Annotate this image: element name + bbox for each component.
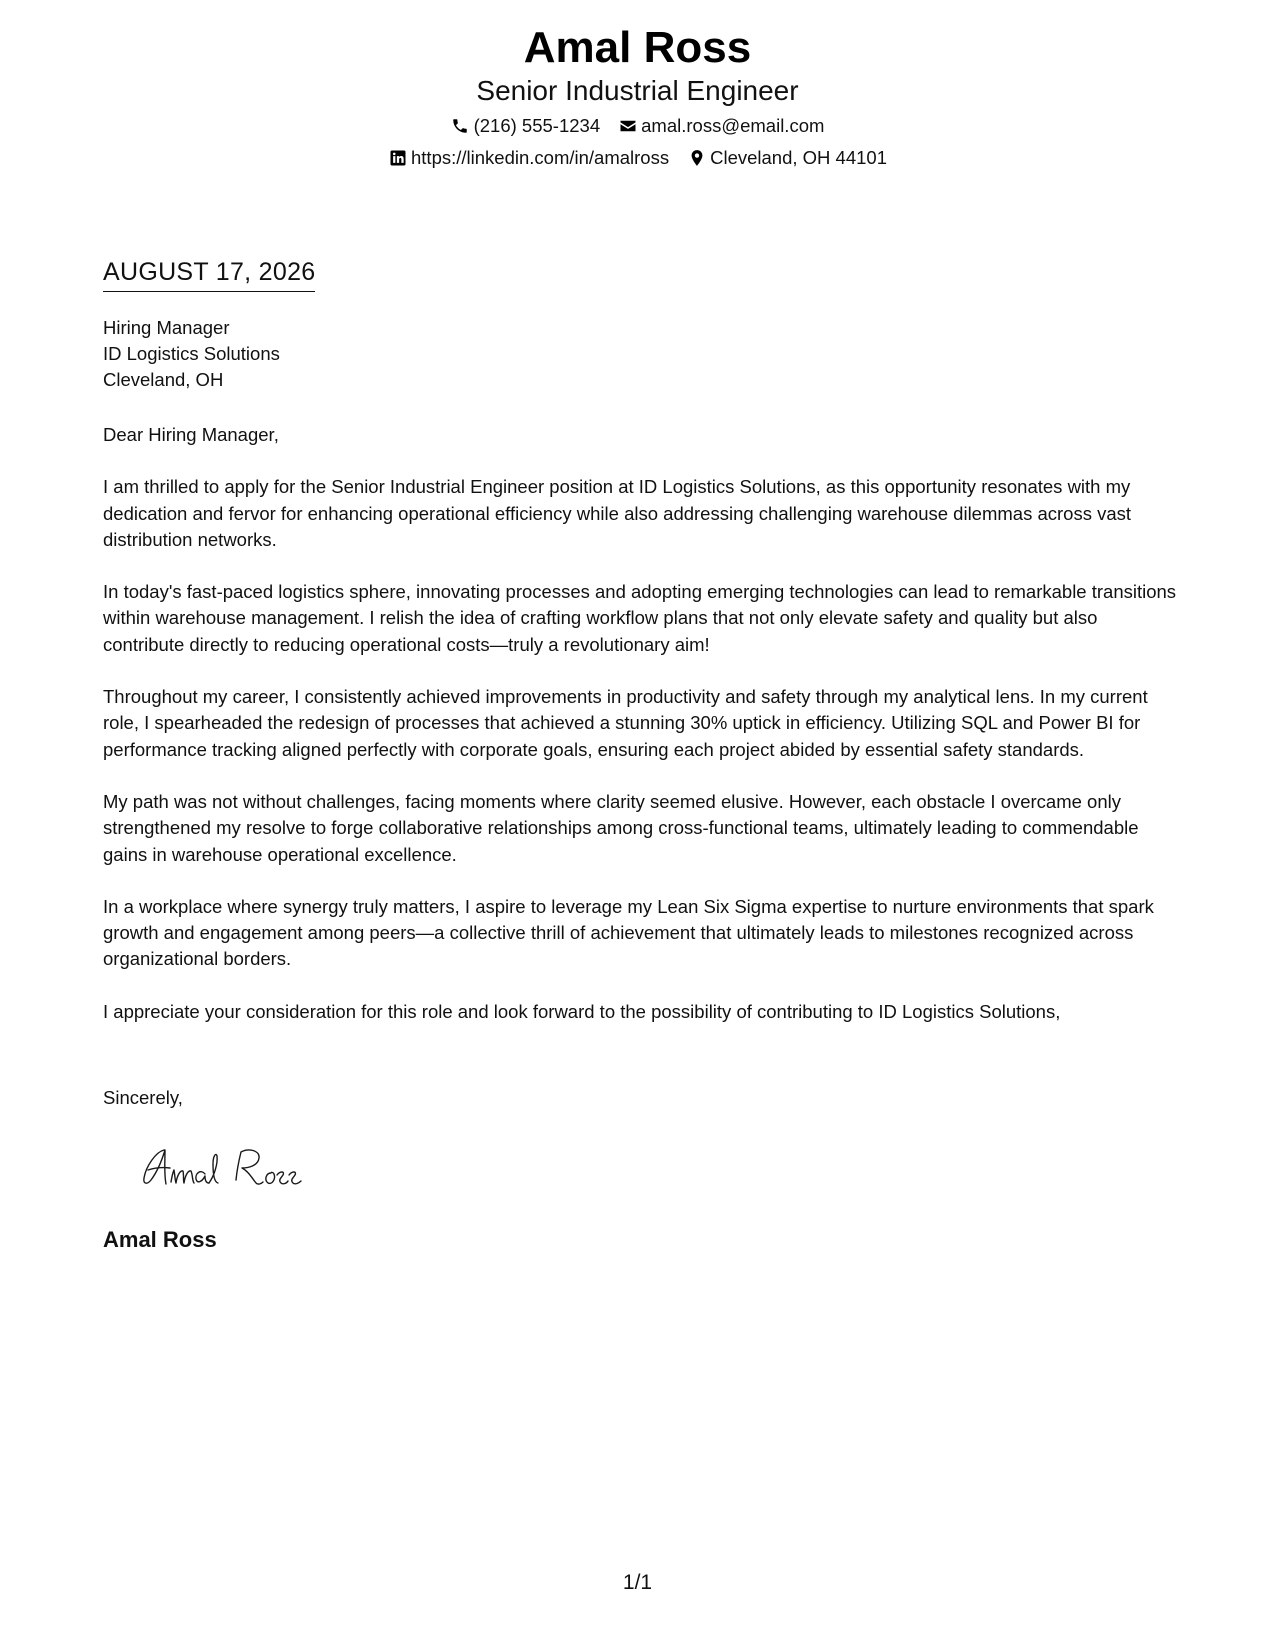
recipient-block — [103, 315, 280, 393]
envelope-icon — [618, 117, 637, 136]
recipient-line: Cleveland, OH — [103, 369, 224, 390]
contact-row-1 — [0, 114, 1275, 138]
body-paragraph: In a workplace where synergy truly matters, I aspire to leverage my Lean Six Sigma expertise to nurture environments that spark growth and engagement among peers—a collective thrill of achievement that ultimately leads to milestones recognized across organizational borders. — [103, 895, 1154, 970]
body-paragraph: In today's fast-paced logistics sphere, innovating processes and adopting emerging technologies can lead to remarkable transitions within warehouse management. I relish the idea of crafting workflow plans that not only elevate safety and quality but also contribute directly to reducing operational costs—truly a revolutionary aim! — [103, 581, 1177, 655]
applicant-name: Amal Ross — [523, 23, 752, 72]
contact-email[interactable] — [618, 114, 824, 138]
page-number: 1/1 — [622, 1571, 653, 1594]
salutation: Dear Hiring Manager, — [103, 424, 279, 445]
phone-text: (216) 555-1234 — [473, 115, 601, 136]
location-text: Cleveland, OH 44101 — [710, 147, 887, 168]
applicant-title: Senior Industrial Engineer — [476, 75, 799, 106]
body-paragraph: My path was not without challenges, facing moments where clarity seemed elusive. However, each obstacle I overcame only strengthened my resolve to forge collaborative relationships among cross-functional teams, ultimately leading to commendable gains in warehouse operational excellence. — [103, 790, 1139, 865]
linkedin-icon — [388, 149, 407, 168]
letter-body — [103, 422, 1178, 1051]
contact-phone — [451, 114, 601, 138]
body-paragraph: Throughout my career, I consistently achieved improvements in productivity and safety through my analytical lens. In my current role, I spearheaded the redesign of processes that achieved a stunning 30% uptick in efficiency. Utilizing SQL and Power BI for performance tracking aligned perfectly with corporate goals, ensuring each project abided by essential safety standards. — [103, 686, 1148, 760]
closing: Sincerely, — [103, 1087, 183, 1108]
signer-name: Amal Ross — [103, 1227, 217, 1252]
letter-header — [0, 22, 1275, 170]
contact-location — [687, 146, 887, 170]
body-paragraph: I appreciate your consideration for this role and look forward to the possibility of contributing to ID Logistics Solutions, — [103, 1000, 1061, 1022]
handwritten-signature — [138, 1138, 338, 1198]
phone-icon — [451, 117, 470, 136]
letter-date: AUGUST 17, 2026 — [103, 256, 315, 292]
body-paragraph: I am thrilled to apply for the Senior Industrial Engineer position at ID Logistics Solutions, as this opportunity resonates with my dedication and fervor for enhancing operational efficiency while also addressing challenging warehouse dilemmas across vast distribution networks. — [103, 476, 1132, 550]
linkedin-text[interactable]: https://linkedin.com/in/amalross — [411, 147, 670, 168]
contact-linkedin[interactable] — [388, 146, 669, 170]
email-text[interactable]: amal.ross@email.com — [641, 115, 825, 136]
recipient-line: Hiring Manager — [103, 317, 230, 338]
contact-row-2 — [0, 146, 1275, 170]
recipient-line: ID Logistics Solutions — [103, 343, 280, 364]
map-pin-icon — [687, 149, 706, 168]
